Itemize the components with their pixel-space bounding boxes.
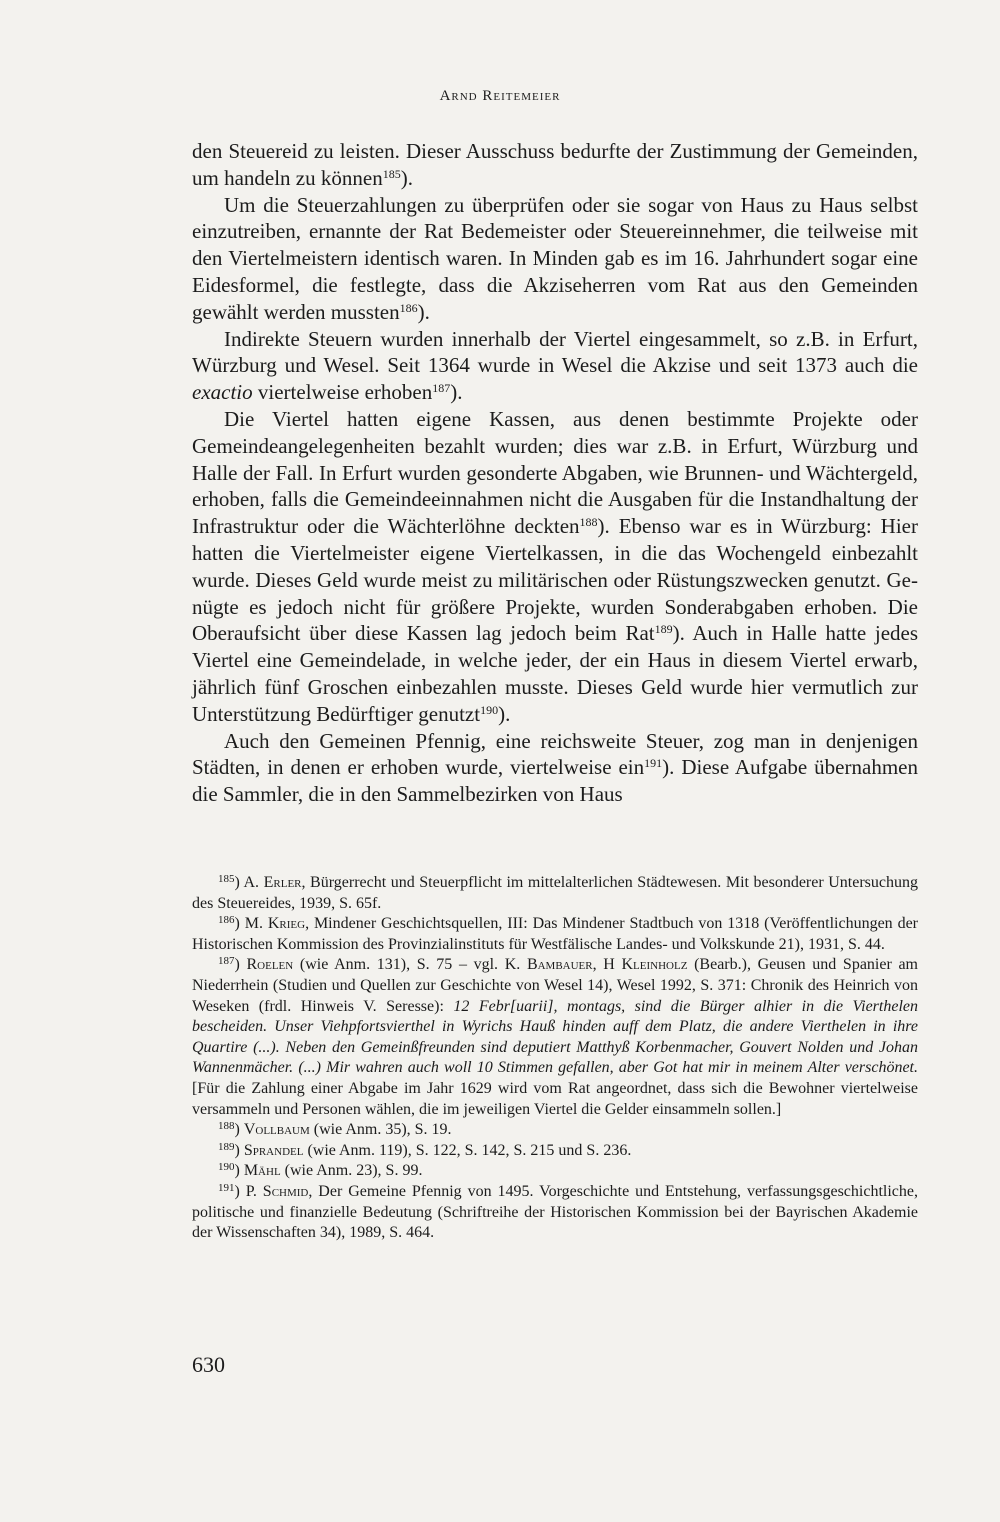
footnote-number: 188	[218, 1120, 235, 1133]
text-run: viertelweise erhoben	[252, 380, 433, 405]
text-run: , H	[592, 956, 622, 974]
text-run: )	[234, 1141, 244, 1159]
text-run: ). Auch in Halle hatte jedes Viertel eine Gemeindelade, in welche jeder, der ein Haus in diesem Viertel erwarb, jährlich fünf Groschen einbezahlen musste. Dieses Geld wurde hier vermutlich zur Unterstützung Bedürftiger genutzt	[192, 621, 919, 726]
text-run: (wie Anm. 131), S. 75 – vgl. K.	[293, 956, 527, 974]
footnote	[192, 1120, 918, 1141]
footnote-reference: 191	[644, 756, 663, 771]
author-name: Krieg	[267, 915, 306, 933]
author-name: Roelen	[246, 956, 294, 974]
footnote-reference: 190	[480, 702, 499, 717]
text-run: ).	[498, 701, 511, 726]
paragraph	[192, 326, 918, 406]
footnote-reference: 189	[654, 622, 673, 637]
footnote-reference: 186	[399, 300, 418, 315]
footnote-number: 186	[218, 914, 235, 927]
text-run: Auch den Gemeinen Pfennig, eine reichsweite Steuer, zog man in denjenigen Städten, in denen er erhoben wurde, viertelweise ein	[192, 728, 918, 780]
footnote	[192, 1141, 918, 1162]
footnote-reference: 188	[579, 515, 598, 530]
paragraph	[192, 138, 918, 192]
author-name: Mähl	[243, 1162, 281, 1180]
author-name: Sprandel	[243, 1141, 304, 1159]
author-name: Bambauer	[526, 956, 593, 974]
running-head: Arnd Reitemeier	[439, 88, 561, 104]
page-number: 630	[192, 1352, 225, 1377]
footnote-number: 190	[218, 1161, 235, 1174]
text-run: )	[234, 1121, 244, 1139]
text-run: , Mindener Geschichtsquellen, III: Das Mindener Stadtbuch von 1318 (Veröffentlichungen der Historischen Kommission des Provinzialinstituts für Westfälische Landes- und Volkskunde 21), 1931, S. 44.	[192, 915, 918, 953]
author-name: Erler	[263, 874, 302, 891]
italic-run: 12 Febr[uarii], montags, sind die Bürger alhier in die Vierthelen bescheiden. Unser Viehpfortsvierthel in Wyrichs Hauß hinden auff dem Platz, die andere Vierthelen in ihre Quartire (...). Neben den Gemeinßfreunden sind deputiert Matthyß Korbenmacher, Gouvert Nolden und Johan Wannenmächer. (...) Mir wahren auch woll 10 Stimmen gefallen, aber Got hat mir in meinem Alter verschönet.	[192, 997, 918, 1077]
text-run: ) P.	[234, 1182, 263, 1200]
text-run: [Für die Zahlung einer Abgabe im Jahr 1629 wird vom Rat angeordnet, dass sich die Bewohner viertelweise versammeln und Personen wählen, die im jeweiligen Viertel die Gelder einsammeln sollen.]	[192, 1079, 918, 1118]
author-name: Vollbaum	[243, 1121, 310, 1139]
footnote-number: 189	[218, 1140, 235, 1153]
text-run: (wie Anm. 23), S. 99.	[280, 1162, 423, 1180]
text-run: ) A.	[234, 874, 264, 891]
text-run: (wie Anm. 35), S. 19.	[309, 1121, 452, 1139]
text-run: ). Ebenso war es in Würzburg: Hier hatten die Viertelmeister eigene Viertelkassen, in die das Wochengeld einbezahlt wurde. Dieses Geld wurde meist zu militärischen oder Rüstungszwecken genutzt. Genügte es jedoch nicht für größere Projekte, wurden Sonderabgaben erhoben. Die Oberaufsicht über diese Kassen lag jedoch beim Rat	[192, 514, 919, 646]
paragraph	[192, 192, 918, 326]
text-run: ).	[417, 299, 430, 324]
paragraph	[192, 728, 918, 808]
footnote-reference: 187	[432, 381, 451, 396]
footnote-number: 191	[218, 1181, 235, 1194]
text-run: )	[234, 956, 247, 974]
footnote	[192, 914, 918, 955]
footnote	[192, 955, 918, 1120]
footnote-reference: 185	[382, 166, 401, 181]
text-run: Indirekte Steuern wurden innerhalb der Viertel eingesammelt, so z.B. in Erfurt, Würzburg und Wesel. Seit 1364 wurde in Wesel die Akzise und seit 1373 auch die	[192, 326, 918, 378]
italic-run: exactio	[192, 380, 253, 405]
text-run: Um die Steuerzahlungen zu überprüfen oder sie sogar von Haus zu Haus selbst einzutreiben, ernannte der Rat Bedemeister oder Steuereinnehmer, die teilweise mit den Viertelmeistern identisch waren. In Minden gab es im 16. Jahrhundert sogar eine Eidesformel, die festlegte, dass die Akziseherren vom Rat aus den Gemeinden gewählt werden mussten	[192, 192, 918, 324]
text-run: ) M.	[234, 915, 268, 933]
text-run: )	[234, 1162, 244, 1180]
body-text	[192, 138, 918, 808]
text-run: ).	[450, 380, 463, 405]
text-run: ). Diese Aufgabe übernahmen die Sammler, die in den Sammelbezirken von Haus	[192, 755, 918, 807]
author-name: Schmid	[262, 1182, 309, 1200]
text-run: den Steuereid zu leisten. Dieser Ausschuss bedurfte der Zustimmung der Gemeinden, um handeln zu können	[192, 139, 918, 190]
author-name: Kleinholz	[621, 956, 688, 974]
footnote	[192, 1161, 918, 1182]
footnote-number: 187	[218, 955, 235, 968]
footnotes	[192, 873, 918, 1244]
paragraph	[192, 406, 918, 728]
text-run: , Der Gemeine Pfennig von 1495. Vorgeschichte und Entstehung, verfassungsgeschichtliche, politische und finanzielle Bedeutung (Schriftreihe der Historischen Kommission bei der Bayrischen Akademie der Wissenschaften 34), 1989, S. 464.	[192, 1182, 918, 1242]
footnote	[192, 1182, 918, 1244]
footnote-number: 185	[218, 873, 235, 885]
text-run: Die Viertel hatten eigene Kassen, aus denen bestimmte Projekte oder Gemeindeangelegenheiten bezahlt wurden; dies war z.B. in Erfurt, Würzburg und Halle der Fall. In Erfurt wurden gesonderte Abgaben, wie Brunnen- und Wächtergeld, erhoben, falls die Gemeindeeinnahmen nicht die Ausgaben für die Instandhaltung der Infrastruktur oder die Wächterlöhne deckten	[192, 406, 918, 539]
text-run: (Bearb.), Geusen und Spanier am Niederrhein (Studien und Quellen zur Geschichte von Wesel 14), Wesel 1992, S. 371: Chronik des Heinrich von Weseken (frdl. Hinweis V. Seresse):	[192, 956, 919, 1015]
text-run: (wie Anm. 119), S. 122, S. 142, S. 215 und S. 236.	[303, 1141, 632, 1159]
footnote	[192, 873, 918, 914]
text-run: ).	[400, 165, 413, 190]
text-run: , Bürgerrecht und Steuerpflicht im mittelalterlichen Städtewesen. Mit besonderer Untersuchung des Steuereides, 1939, S. 65f.	[192, 874, 919, 912]
